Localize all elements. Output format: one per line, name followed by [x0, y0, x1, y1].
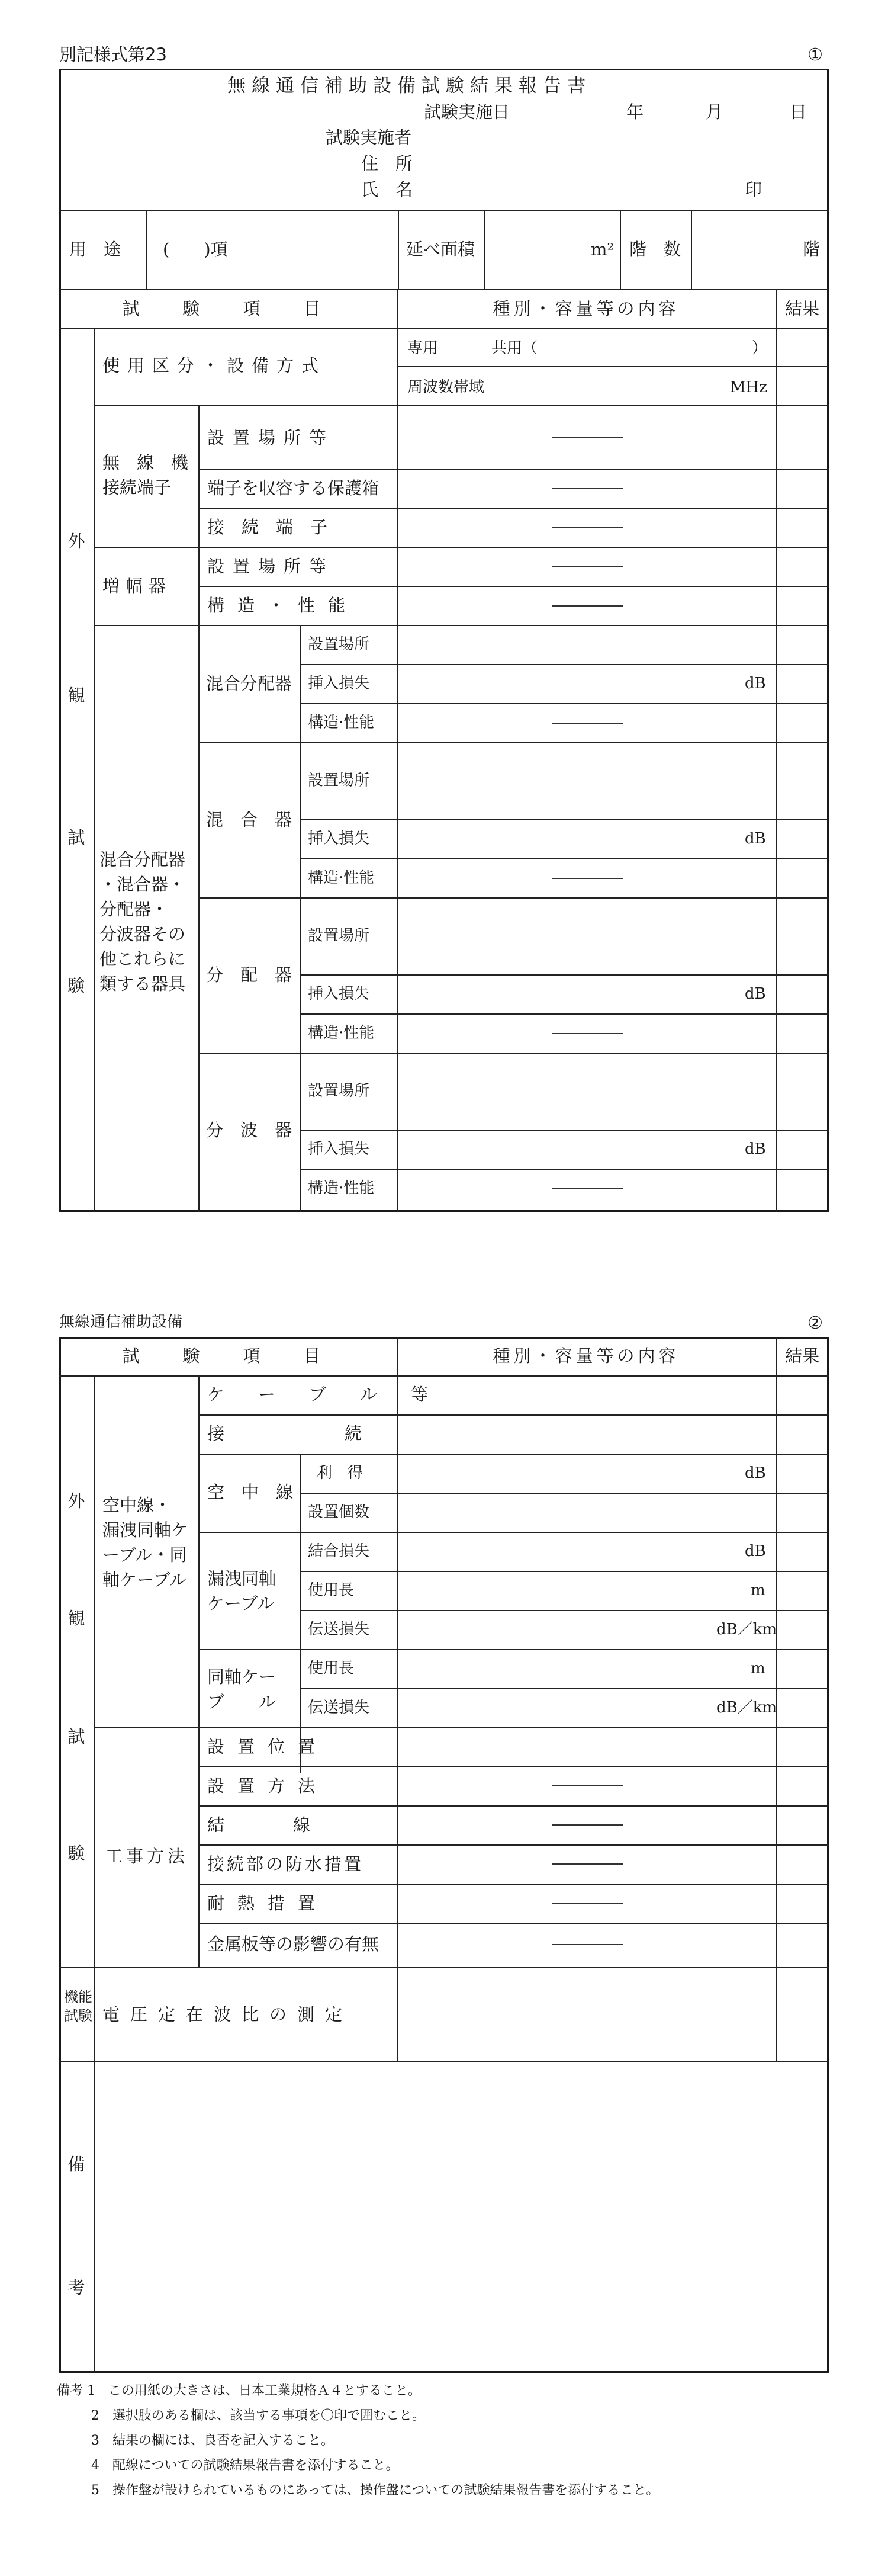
floor-area-unit: m² [591, 239, 614, 259]
db-km-unit: dB／km [716, 1621, 777, 1638]
row-line [198, 1053, 829, 1054]
m-unit: m [751, 1660, 765, 1677]
work-row: 設置方法 [207, 1776, 329, 1796]
examiner-label: 試験実施者 [326, 127, 412, 147]
row-line [198, 508, 829, 509]
row-line [300, 858, 829, 859]
page-mark-2: ② [807, 1313, 823, 1333]
row-line [198, 1649, 829, 1650]
col-line [776, 289, 777, 1212]
row-line [300, 974, 829, 976]
form-number: 別記様式第23 [59, 44, 167, 65]
remarks-char: 備 [67, 2154, 85, 2174]
coupling-loss-label: 結合損失 [308, 1542, 370, 1560]
header-result: 結果 [784, 299, 820, 319]
floor-area-label: 延べ面積 [406, 239, 475, 259]
gain-label: 利 得 [317, 1464, 363, 1482]
not-applicable-dash [552, 605, 623, 607]
floors-unit: 階 [803, 239, 821, 259]
floors-label: 階 数 [629, 239, 681, 259]
header-test-item: 試 験 項 目 [122, 299, 334, 319]
device-row: 挿入損失 [308, 985, 370, 1003]
row-line [198, 586, 829, 587]
remarks-char: 考 [67, 2277, 85, 2298]
amp-row-structure: 構造・性能 [207, 595, 359, 615]
not-applicable-dash [552, 1944, 623, 1945]
work-row: 耐熱措置 [207, 1893, 329, 1913]
use-value: ( )項 [163, 239, 228, 259]
freq-unit: MHz [730, 378, 767, 396]
not-applicable-dash [552, 527, 623, 528]
use-length-label: 使用長 [308, 1660, 355, 1677]
row-line [300, 703, 829, 704]
work-row: 設置位置 [207, 1737, 329, 1757]
col-line [691, 210, 692, 289]
dedicated-option[interactable]: 専用 [407, 339, 439, 357]
not-applicable-dash [552, 1188, 623, 1189]
row-line [198, 1532, 829, 1533]
date-label: 試験実施日 [424, 102, 510, 122]
terminal-row-box: 端子を収容する保護箱 [207, 478, 379, 498]
note-line: 3 結果の欄には、良否を記入すること。 [91, 2433, 334, 2448]
col-line [398, 210, 399, 289]
use-length-label: 使用長 [308, 1581, 355, 1599]
row-line [300, 819, 829, 820]
row-line [59, 1967, 829, 1968]
row-line [198, 1805, 829, 1807]
db-unit: dB [745, 1140, 766, 1158]
side-char: 試 [67, 1727, 85, 1747]
device-name: 混 合 器 [206, 810, 292, 830]
not-applicable-dash [552, 566, 623, 567]
transmission-loss-label: 伝送損失 [308, 1621, 370, 1638]
not-applicable-dash [552, 878, 623, 879]
col-line [198, 1375, 200, 1967]
terminal-row-connect: 接続端子 [207, 517, 345, 537]
row-line [94, 625, 829, 626]
not-applicable-dash [552, 1903, 623, 1904]
transmission-loss-label: 伝送損失 [308, 1699, 370, 1717]
device-group-label: 混合分配器 ・混合器・ 分配器・ 分波器その 他これらに 類する器具 [99, 849, 186, 994]
device-row: 構造·性能 [308, 869, 375, 887]
side-char: 観 [67, 1608, 85, 1628]
db-km-unit: dB／km [716, 1699, 777, 1717]
leaky-cable-label: 漏洩同軸 ケーブル [207, 1568, 276, 1613]
col-line [300, 1454, 301, 1773]
device-row: 挿入損失 [308, 1140, 370, 1158]
m-unit: m [751, 1581, 765, 1599]
header-content: 種別・容量等の内容 [493, 299, 680, 319]
row-line [198, 1884, 829, 1885]
row-line [94, 547, 829, 548]
row-line [300, 1493, 829, 1494]
device-row: 設置場所 [308, 1082, 370, 1100]
db-unit: dB [745, 830, 766, 848]
row-line [300, 1610, 829, 1611]
coax-label: 同軸ケー ブ ル [207, 1667, 276, 1712]
row-line [59, 210, 829, 211]
device-row: 構造·性能 [308, 1179, 375, 1197]
seal-mark: 印 [745, 179, 762, 200]
not-applicable-dash [552, 437, 623, 438]
col-line [94, 328, 95, 1212]
row-line [59, 289, 829, 290]
not-applicable-dash [552, 1785, 623, 1786]
shared-option[interactable]: 共用（ [491, 339, 538, 357]
header-test-item: 試 験 項 目 [122, 1346, 334, 1366]
freq-label: 周波数帯域 [407, 378, 485, 396]
usage-method-label: 使用区分・設備方式 [102, 355, 327, 376]
col-line [397, 1337, 398, 2061]
col-line [300, 625, 301, 1212]
row-line [300, 664, 829, 665]
not-applicable-dash [552, 488, 623, 489]
note-line: 4 配線についての試験結果報告書を添付すること。 [91, 2458, 399, 2473]
device-row: 構造·性能 [308, 714, 375, 732]
amp-row-location: 設置場所等 [207, 556, 335, 576]
note-line: 2 選択肢のある欄は、該当する事項を〇印で囲むこと。 [91, 2408, 425, 2423]
side-char: 外 [67, 531, 85, 551]
row-line [198, 1766, 829, 1767]
row-line [59, 328, 829, 329]
row-line [59, 1375, 829, 1377]
name-label: 氏 名 [361, 179, 413, 200]
side-char: 外 [67, 1491, 85, 1511]
device-row: 設置場所 [308, 927, 370, 945]
row-line [198, 897, 829, 899]
work-method-label: 工事方法 [105, 1846, 189, 1866]
db-unit: dB [745, 1464, 766, 1482]
not-applicable-dash [552, 1863, 623, 1865]
terminal-row-location: 設置場所等 [207, 428, 335, 448]
col-line [94, 1375, 95, 2373]
year-label: 年 [626, 102, 644, 122]
device-row: 設置場所 [308, 772, 370, 790]
use-label: 用 途 [69, 239, 121, 259]
row-line [94, 405, 829, 406]
install-count-label: 設置個数 [308, 1503, 370, 1521]
col-line [620, 210, 621, 289]
row-line [300, 1130, 829, 1131]
device-name: 分 配 器 [206, 965, 292, 985]
row-line [59, 2061, 829, 2062]
terminal-group-label: 無 線 機 接続端子 [102, 453, 189, 498]
cable-group-label: 空中線・ 漏洩同軸ケ ーブル・同 軸ケーブル [102, 1495, 189, 1590]
page-mark-1: ① [807, 44, 823, 65]
row-line [198, 742, 829, 743]
not-applicable-dash [552, 723, 623, 724]
db-unit: dB [745, 985, 766, 1003]
vswr-label: 電圧定在波比の測定 [102, 2004, 353, 2025]
device-name: 混合分配器 [206, 673, 292, 694]
work-row: 結 線 [207, 1815, 311, 1835]
antenna-label: 空 中 線 [207, 1482, 294, 1502]
col-line [146, 210, 147, 289]
device-row: 挿入損失 [308, 830, 370, 848]
row-line [300, 1013, 829, 1015]
row-line [198, 1454, 829, 1455]
row-line [300, 1169, 829, 1170]
header-result: 結果 [784, 1346, 820, 1366]
work-row: 金属板等の影響の有無 [207, 1934, 379, 1954]
month-label: 月 [706, 102, 723, 122]
row-line [94, 1727, 829, 1728]
note-line: 備考 1 この用紙の大きさは、日本工業規格Ａ４とすること。 [57, 2383, 421, 2398]
device-row: 設置場所 [308, 636, 370, 653]
day-label: 日 [790, 102, 807, 122]
amp-group-label: 増幅器 [102, 576, 172, 596]
row-line [198, 1923, 829, 1924]
side-char: 験 [67, 1843, 85, 1863]
col-line [484, 210, 485, 289]
col-line [198, 405, 200, 1212]
header-content: 種別・容量等の内容 [493, 1346, 680, 1366]
row-line [198, 1844, 829, 1846]
work-row: 接続部の防水措置 [207, 1854, 364, 1874]
row-line [198, 469, 829, 470]
row-line [300, 1571, 829, 1572]
row-line [300, 1688, 829, 1689]
not-applicable-dash [552, 1824, 623, 1826]
page2-header-label: 無線通信補助設備 [59, 1313, 183, 1331]
function-test-label: 機能 試験 [64, 1988, 92, 2024]
device-row: 構造·性能 [308, 1024, 375, 1042]
shared-close: ） [752, 339, 768, 357]
form-title: 無線通信補助設備試験結果報告書 [227, 75, 591, 97]
connect-label: 接 続 [207, 1423, 362, 1443]
db-unit: dB [745, 675, 766, 692]
side-char: 観 [67, 685, 85, 705]
device-name: 分 波 器 [206, 1120, 292, 1140]
col-line [397, 289, 398, 1212]
row-line [397, 366, 776, 367]
row-line [776, 366, 829, 367]
side-char: 験 [67, 976, 85, 996]
device-row: 挿入損失 [308, 675, 370, 692]
db-unit: dB [745, 1542, 766, 1560]
address-label: 住 所 [361, 153, 413, 174]
row-line [198, 1414, 829, 1416]
not-applicable-dash [552, 1033, 623, 1034]
note-line: 5 操作盤が設けられているものにあっては、操作盤についての試験結果報告書を添付すること。 [91, 2483, 659, 2498]
side-char: 試 [67, 827, 85, 848]
cable-label: ケ ー ブ ル 等 [207, 1384, 437, 1404]
